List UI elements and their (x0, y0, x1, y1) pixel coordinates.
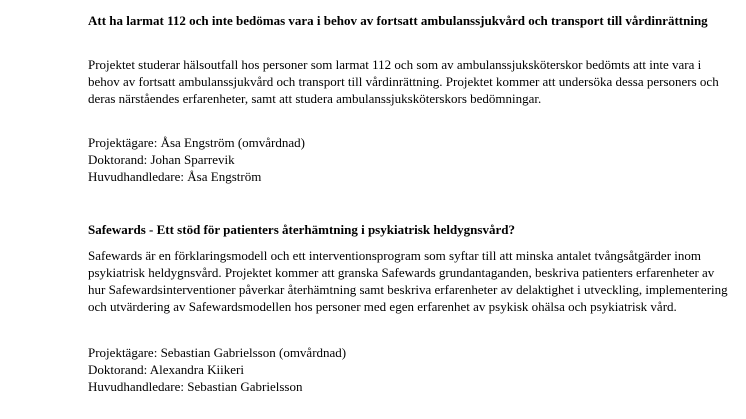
doctoral-student: Johan Sparrevik (150, 152, 235, 167)
project-owner: Åsa Engström (omvårdnad) (160, 135, 305, 150)
main-supervisor: Åsa Engström (187, 169, 262, 184)
main-supervisor-label: Huvudhandledare: (88, 169, 185, 184)
project-owner-label: Projektägare: (88, 135, 158, 150)
project-title: Att ha larmat 112 och inte bedömas vara i behov av fortsatt ambulanssjukvård och transport till vårdinrättning (88, 13, 708, 28)
main-supervisor-line (88, 168, 305, 185)
project-description: Projektet studerar hälsoutfall hos personer som larmat 112 och som av ambulanssjuksköterskor bedömts att inte vara i behov av fortsatt ambulanssjukvård och transport till vårdinrättning. Projektet kommer att undersöka dessa personers och deras närståendes erfarenheter, samt att studera ambulanssjuksköterskors bedömningar. (88, 57, 719, 106)
project-owner-label: Projektägare: (88, 345, 158, 360)
doctoral-student-line (88, 361, 346, 378)
main-supervisor-line (88, 378, 346, 395)
project-meta (88, 134, 305, 185)
project-meta (88, 344, 346, 395)
doctoral-student: Alexandra Kiikeri (149, 362, 244, 377)
doctoral-student-line (88, 151, 305, 168)
doctoral-student-label: Doktorand: (88, 152, 148, 167)
main-supervisor: Sebastian Gabrielsson (187, 379, 303, 394)
project-owner-line (88, 134, 305, 151)
main-supervisor-label: Huvudhandledare: (88, 379, 185, 394)
project-owner: Sebastian Gabrielsson (omvårdnad) (160, 345, 347, 360)
project-title: Safewards - Ett stöd för patienters återhämtning i psykiatrisk heldygnsvård? (88, 222, 515, 237)
project-description: Safewards är en förklaringsmodell och ett interventionsprogram som syftar till att minska antalet tvångsåtgärder inom psykiatrisk heldygnsvård. Projektet kommer att granska Safewards grundantaganden, beskriva patienters erfarenheter av hur Safewardsinterventioner påverkar återhämtning samt beskriva erfarenheter av delaktighet i utveckling, implementering och utvärdering av Safewardsmodellen hos personer med egen erfarenhet av psykisk ohälsa och psykiatrisk vård. (88, 248, 728, 314)
doctoral-student-label: Doktorand: (88, 362, 148, 377)
project-owner-line (88, 344, 346, 361)
